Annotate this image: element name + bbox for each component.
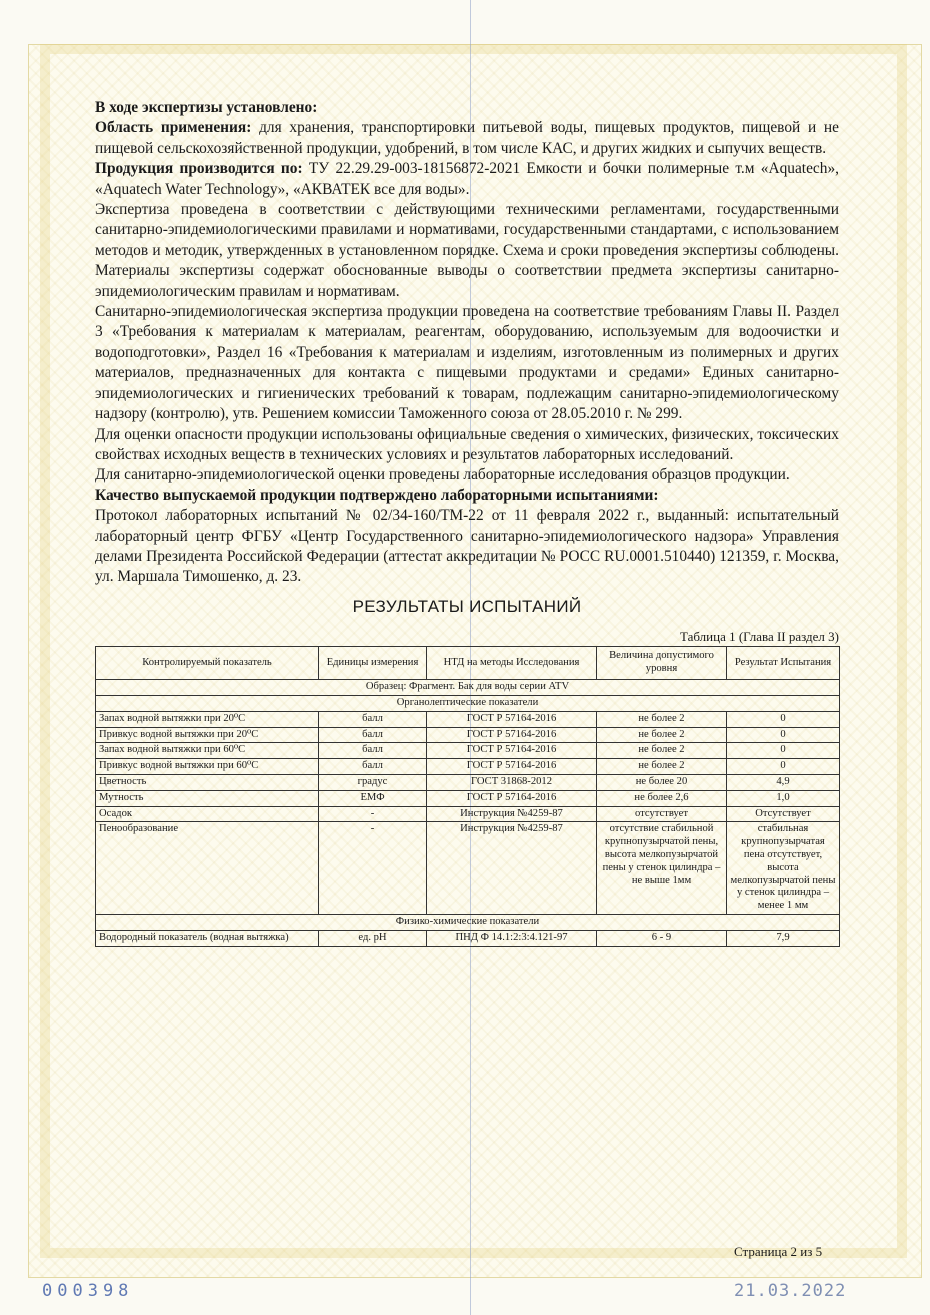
table-caption: Таблица 1 (Глава II раздел 3) bbox=[680, 629, 839, 645]
table-row: Мутность ЕМФ ГОСТ Р 57164-2016 не более 2,6 1,0 bbox=[96, 790, 840, 806]
protocol-paragraph: Протокол лабораторных испытаний № 02/34-160/ТМ-22 от 11 февраля 2022 г., выданный: испытательный лабораторный центр ФГБУ «Центр Государственного санитарно-эпидемиологического надзора» Управления делами Президента Российской Федерации (аттестат аккредитации № РОСС RU.0001.510440) 121359, г. Москва, ул. Маршала Тимошенко, д. 23. bbox=[95, 507, 839, 586]
header-cell: Единицы измерения bbox=[319, 647, 427, 680]
table-row: Осадок - Инструкция №4259-87 отсутствует Отсутствует bbox=[96, 806, 840, 822]
hazard-paragraph: Для оценки опасности продукции использованы официальные сведения о химических, физических, токсических свойствах исходных веществ в технических условиях и результатов лабораторных исследований. bbox=[95, 425, 839, 463]
scope-paragraph: Область применения: для хранения, транспортировки питьевой воды, пищевых продуктов, пищевой и не пищевой сельскохозяйственной продукции, удобрений, в том числе КАС, и других жидких и сыпучих веществ. bbox=[95, 119, 839, 157]
table-row: Цветность градус ГОСТ 31868-2012 не более 20 4,9 bbox=[96, 774, 840, 790]
table-row: Запах водной вытяжки при 60⁰С балл ГОСТ Р 57164-2016 не более 2 0 bbox=[96, 743, 840, 759]
expertise-paragraph: Экспертиза проведена в соответствии с действующими техническими регламентами, государственными санитарно-эпидемиологическими правилами и нормативами, государственными стандартами, с использованием методов и методик, утвержденных в установленном порядке. Схема и сроки проведения экспертизы соблюдены. Материалы экспертизы содержат обоснованные выводы о соответствии предмета экспертизы санитарно-эпидемиологическим правилам и нормативам. bbox=[95, 201, 839, 300]
section-row: Органолептические показатели bbox=[96, 695, 840, 711]
header-cell: НТД на методы Исследования bbox=[427, 647, 597, 680]
section-row: Физико-химические показатели bbox=[96, 914, 840, 930]
sample-row: Образец: Фрагмент. Бак для воды серии ATV bbox=[96, 680, 840, 696]
results-title: РЕЗУЛЬТАТЫ ИСПЫТАНИЙ bbox=[352, 596, 582, 616]
header-cell: Результат Испытания bbox=[727, 647, 840, 680]
document-body bbox=[95, 98, 839, 947]
table-header-row bbox=[96, 647, 840, 680]
sanitary-paragraph: Санитарно-эпидемиологическая экспертиза продукции проведена на соответствие требованиям Главы II. Раздел 3 «Требования к материалам к материалам, реагентам, оборудованию, используемым для водоочистки и водоподготовки», Раздел 16 «Требования к материалам и изделиям, изготовленным из полимерных и других материалов, предназначенных для контакта с пищевыми продуктами и средами» Единых санитарно-эпидемиологических и гигиенических требований к товарам, подлежащим санитарно-эпидемиологическому надзору (контролю), утв. Решением комиссии Таможенного союза от 28.05.2010 г. № 299. bbox=[95, 303, 839, 423]
header-cell: Величина допустимого уровня bbox=[597, 647, 727, 680]
serial-number-stamp: 000398 bbox=[42, 1281, 134, 1301]
header-cell: Контролируемый показатель bbox=[96, 647, 319, 680]
table-row: Пенообразование - Инструкция №4259-87 отсутствие стабильной крупнопузырчатой пены, высота мелкопузырчатой пены у стенок цилиндра – не выше 1мм стабильная крупнопузырчатая пена отсутствует, высота мелкопузырчатой пены у стенок цилиндра – менее 1 мм bbox=[96, 822, 840, 915]
page-number: Страница 2 из 5 bbox=[734, 1244, 823, 1259]
results-table bbox=[95, 646, 840, 946]
intro-heading: В ходе экспертизы установлено: bbox=[95, 99, 318, 116]
date-stamp: 21.03.2022 bbox=[734, 1281, 847, 1301]
table-row: Водородный показатель (водная вытяжка) ед. рН ПНД Ф 14.1:2:3:4.121-97 6 - 9 7,9 bbox=[96, 930, 840, 946]
quality-heading: Качество выпускаемой продукции подтверждено лабораторными испытаниями: bbox=[95, 486, 659, 504]
lab-paragraph: Для санитарно-эпидемиологической оценки проведены лабораторные исследования образцов продукции. bbox=[95, 466, 790, 484]
table-row: Привкус водной вытяжки при 20⁰С балл ГОСТ Р 57164-2016 не более 2 0 bbox=[96, 727, 840, 743]
table-row: Привкус водной вытяжки при 60⁰С балл ГОСТ Р 57164-2016 не более 2 0 bbox=[96, 759, 840, 775]
table-row: Запах водной вытяжки при 20⁰С балл ГОСТ Р 57164-2016 не более 2 0 bbox=[96, 711, 840, 727]
produced-paragraph: Продукция производится по: ТУ 22.29.29-003-18156872-2021 Емкости и бочки полимерные т.м «Aquatech», «Aquatech Water Technology», «АКВАТЕК все для воды». bbox=[95, 160, 839, 198]
